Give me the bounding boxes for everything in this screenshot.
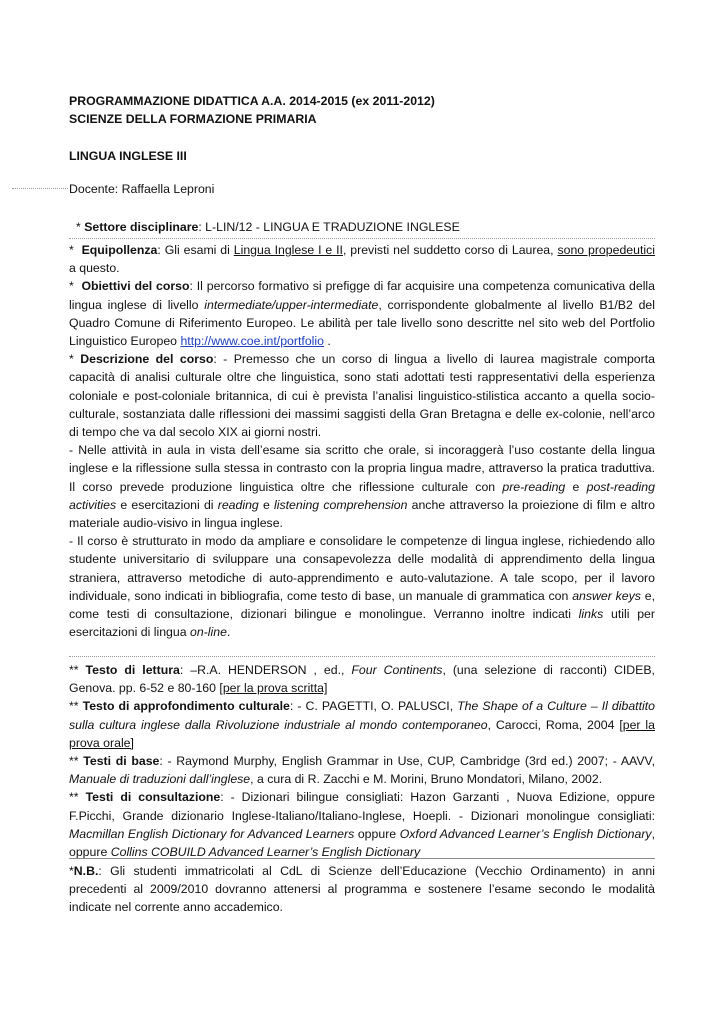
testo-lettura: ** Testo di lettura: –R.A. HENDERSON , ed., Four Continents, (una selezione di racconti) CIDEB, Genova. pp. 6-52 e 80-160 [per la prova scritta]	[69, 663, 655, 696]
course-title: LINGUA INGLESE III	[69, 149, 187, 163]
course-info-block	[69, 241, 655, 641]
settore-label: Settore disciplinare	[84, 220, 199, 234]
testi-base: ** Testi di base: - Raymond Murphy, English Grammar in Use, CUP, Cambridge (3rd ed.) 2007; - AAVV, Manuale di traduzioni dall’inglese, a cura di R. Zacchi e M. Morini, Bruno Mondatori, Milano, 2002.	[69, 754, 656, 787]
testi-consultazione: ** Testi di consultazione: - Dizionari bilingue consigliati: Hazon Garzanti , Nuova Edizione, oppure F.Picchi, Grande dizionario Inglese-Italiano/Italiano-Inglese, Hoepli. - Dizionari monolingue consigliati: Macmillan English Dictionary for Advanced Learners oppure Oxford Advanced Learner’s English Dictionary, oppure Collins COBUILD Advanced Learner’s English Dictionary	[69, 790, 656, 860]
dotted-rule	[69, 238, 655, 239]
attivita-paragraph: - Nelle attività in aula in vista dell’esame sia scritto che orale, si incoraggerà l’uso costante della lingua inglese e la riflessione sulla stessa in contrasto con la propria lingua madre, attraverso la pratica traduttiva. Il corso prevede produzione linguistica oltre che riflessione culturale con pre-reading e post-reading activities e esercitazioni di reading e listening comprehension anche attraverso la proiezione di film e altro materiale audio-visivo in lingua inglese.	[69, 443, 655, 531]
dotted-rule	[69, 656, 655, 657]
settore-value: : L-LIN/12 - LINGUA E TRADUZIONE INGLESE	[198, 220, 460, 234]
program-subtitle: SCIENZE DELLA FORMAZIONE PRIMARIA	[69, 112, 317, 126]
portfolio-link[interactable]: http://www.coe.int/portfolio	[180, 334, 324, 349]
bibliography-block	[69, 661, 655, 861]
obiettivi-paragraph: * Obiettivi del corso: Il percorso formativo si prefigge di far acquisire una competenza comunicativa della lingua inglese di livello intermediate/upper-intermediate, corrispondente globalmente al livello B1/B2 del Quadro Comune di Riferimento Europeo. Le abilità per tale livello sono descritte nel sito web del Portfolio Linguistico Europeo http://www.coe.int/portfolio .	[69, 279, 656, 349]
equipollenza-paragraph: * Equipollenza: Gli esami di Lingua Inglese I e II, previsti nel suddetto corso di Laurea, sono propedeutici a questo.	[69, 243, 655, 276]
equipollenza-label: Equipollenza	[81, 243, 158, 257]
nota-bene-block	[69, 862, 655, 917]
descrizione-label: Descrizione del corso	[80, 352, 214, 367]
section-rule	[69, 858, 655, 859]
docente-line: Docente: Raffaella Leproni	[69, 182, 215, 196]
testo-approfondimento: ** Testo di approfondimento culturale: - C. PAGETTI, O. PALUSCI, The Shape of a Culture – Il dibattito sulla cultura inglese dalla Rivoluzione industriale al mondo contemporaneo, Carocci, Roma, 2004 [per la prova orale]	[69, 699, 655, 750]
program-title: PROGRAMMAZIONE DIDATTICA A.A. 2014-2015 (ex 2011-2012)	[69, 94, 435, 108]
struttura-paragraph: - Il corso è strutturato in modo da ampliare e consolidare le competenze di lingua inglese, richiedendo allo studente universitario di sviluppare una consapevolezza delle modalità di apprendimento della lingua straniera, attraverso metodiche di auto-apprendimento e auto-valutazione. A tale scopo, per il lavoro individuale, sono indicati in bibliografia, come testo di base, un manuale di grammatica con answer keys e, come testi di consultazione, dizionari bilingue e monolingue. Verranno inoltre indicati links utili per esercitazioni di lingua on-line.	[69, 534, 656, 640]
nota-bene: *N.B.: Gli studenti immatricolati al CdL di Scienze dell’Educazione (Vecchio Ordinamento) in anni precedenti al 2009/2010 dovranno attenersi al programma e sostenere l’esame secondo le modalità indicate nel corrente anno accademico.	[69, 864, 655, 915]
settore-line	[76, 218, 460, 236]
nb-label: N.B.	[73, 864, 99, 878]
dotted-rule	[12, 188, 68, 189]
obiettivi-label: Obiettivi del corso	[81, 279, 190, 294]
descrizione-paragraph: * Descrizione del corso: - Premesso che un corso di lingua a livello di laurea magistrale comporta capacità di analisi culturale oltre che linguistica, sono stati adottati testi rappresentativi della esperienza coloniale e post-coloniale britannica, di cui è prevista l’analisi linguistico-stilistica accanto a quella socio-culturale, sostanziata dalle riflessioni dei massimi saggisti della Gran Bretagna e delle ex-colonie, nell’arco di tempo che va dal secolo XIX ai giorni nostri.	[69, 352, 655, 440]
bullet-marker: *	[76, 220, 81, 234]
